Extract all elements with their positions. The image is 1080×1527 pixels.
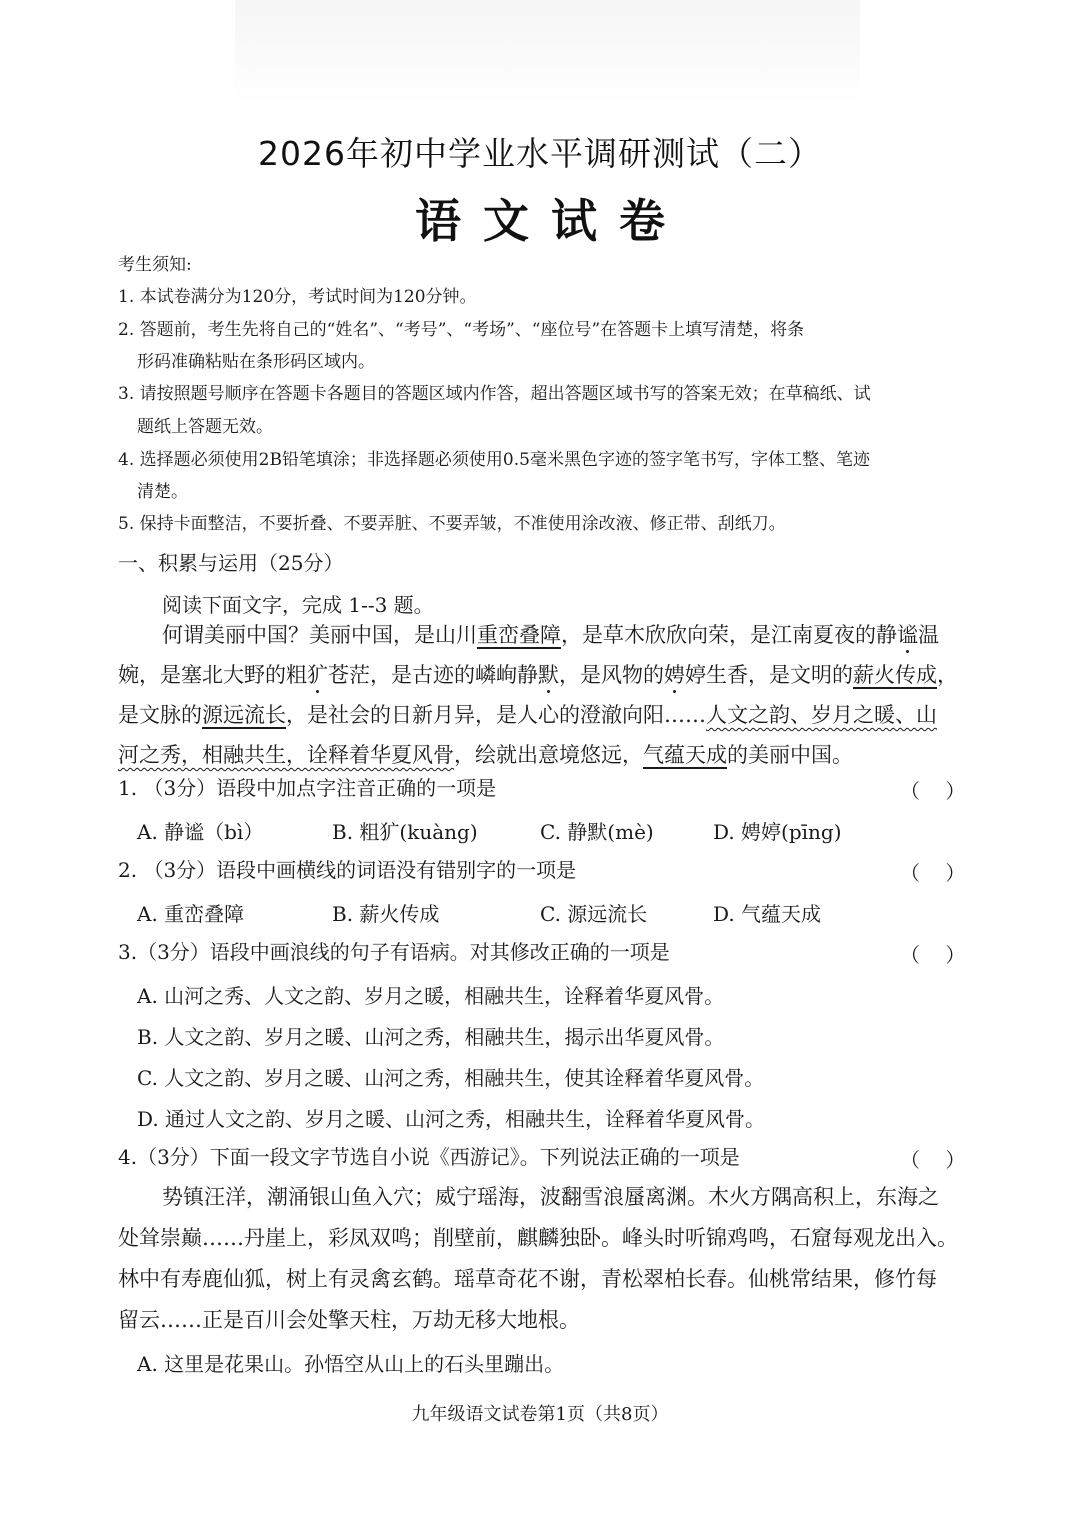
dotted-char: 娉 [664,663,685,687]
dotted-char: 谧 [897,623,918,647]
passage-line: 是文脉的源远流长，是社会的日新月异，是人心的澄澈向阳……人文之韵、岁月之暖、山 [118,703,937,727]
dotted-char: 犷 [307,663,328,687]
option: D. 气蕴天成 [713,902,822,926]
excerpt-line: 林中有寿鹿仙狐，树上有灵禽玄鹤。瑶草奇花不谢，青松翠柏长春。仙桃常结果，修竹每 [118,1267,937,1291]
notice-item: 1. 本试卷满分为120分，考试时间为120分钟。 [118,287,477,307]
scan-shadow [235,0,860,105]
option: B. 粗犷(kuàng) [332,820,478,844]
subject-title: 语文试卷 [415,194,687,248]
option: D. 通过人文之韵、岁月之暖、山河之秀，相融共生，诠释着华夏风骨。 [137,1107,766,1131]
excerpt-line: 势镇汪洋，潮涌银山鱼入穴；威宁瑶海，波翻雪浪蜃离渊。木火方隅高积上，东海之 [162,1185,939,1209]
excerpt-line: 留云……正是百川会处擎天柱，万劫无移大地根。 [118,1308,580,1332]
option: A. 重峦叠障 [137,902,245,926]
notice-item: 题纸上答题无效。 [137,417,273,437]
option: B. 薪火传成 [332,902,440,926]
notice-item: 2. 答题前，考生先将自己的“姓名”、“考号”、“考场”、“座位号”在答题卡上填写清楚，将条 [118,320,805,340]
exam-title: 2026年初中学业水平调研测试（二） [258,134,822,173]
question-stem: 2. （3分）语段中画横线的词语没有错别字的一项是 [118,858,577,882]
option: D. 娉婷(pīng) [713,820,842,844]
underlined-word: 重峦叠障 [477,623,561,647]
dotted-char: 默 [538,663,559,687]
underlined-word: 源远流长 [202,703,286,727]
answer-paren: （ ） [900,1148,966,1172]
notice-item: 清楚。 [137,482,188,502]
passage-line: 婉，是塞北大野的粗犷苍茫，是古迹的嶙峋静默，是风物的娉婷生香，是文明的薪火传成， [118,663,958,687]
option: C. 人文之韵、岁月之暖、山河之秀，相融共生，使其诠释着华夏风骨。 [137,1066,765,1090]
option: A. 这里是花果山。孙悟空从山上的石头里蹦出。 [137,1352,565,1376]
reading-instruction: 阅读下面文字，完成 1--3 题。 [162,593,434,617]
option: B. 人文之韵、岁月之暖、山河之秀，相融共生，揭示出华夏风骨。 [137,1025,725,1049]
notice-item: 形码准确粘贴在条形码区域内。 [137,352,375,372]
question-stem: 1. （3分）语段中加点字注音正确的一项是 [118,776,497,800]
page-footer: 九年级语文试卷第1页（共8页） [411,1404,669,1425]
notice-heading: 考生须知: [118,255,192,275]
excerpt-line: 处耸崇巅……丹崖上，彩凤双鸣；削壁前，麒麟独卧。峰头时听锦鸡鸣，石窟每观龙出入。 [118,1226,958,1250]
question-stem: 4.（3分）下面一段文字节选自小说《西游记》。下列说法正确的一项是 [118,1145,740,1169]
wavy-sentence: 人文之韵、岁月之暖、山 [706,703,937,727]
notice-item: 5. 保持卡面整洁，不要折叠、不要弄脏、不要弄皱，不准使用涂改液、修正带、刮纸刀。 [118,514,786,534]
passage-line: 何谓美丽中国？美丽中国，是山川重峦叠障，是草木欣欣向荣，是江南夏夜的静谧温 [162,623,939,647]
passage-line: 河之秀，相融共生，诠释着华夏风骨，绘就出意境悠远，气蕴天成的美丽中国。 [118,743,853,767]
answer-paren: （ ） [900,943,966,967]
option: A. 山河之秀、人文之韵、岁月之暖，相融共生，诠释着华夏风骨。 [137,984,725,1008]
option: C. 源远流长 [540,902,648,926]
answer-paren: （ ） [900,779,966,803]
question-stem: 3.（3分）语段中画浪线的句子有语病。对其修改正确的一项是 [118,940,670,964]
answer-paren: （ ） [900,861,966,885]
underlined-word: 薪火传成 [853,663,937,687]
option: C. 静默(mè) [540,820,654,844]
option: A. 静谧（bì） [137,820,264,844]
notice-item: 3. 请按照题号顺序在答题卡各题目的答题区域内作答，超出答题区域书写的答案无效；在草稿纸、试 [118,384,871,404]
section-heading: 一、积累与运用（25分） [118,551,344,575]
notice-item: 4. 选择题必须使用2B铅笔填涂；非选择题必须使用0.5毫米黑色字迹的签字笔书写，字体工整、笔迹 [118,450,870,470]
underlined-word: 气蕴天成 [643,743,727,767]
wavy-sentence: 河之秀，相融共生，诠释着华夏风骨 [118,743,454,767]
